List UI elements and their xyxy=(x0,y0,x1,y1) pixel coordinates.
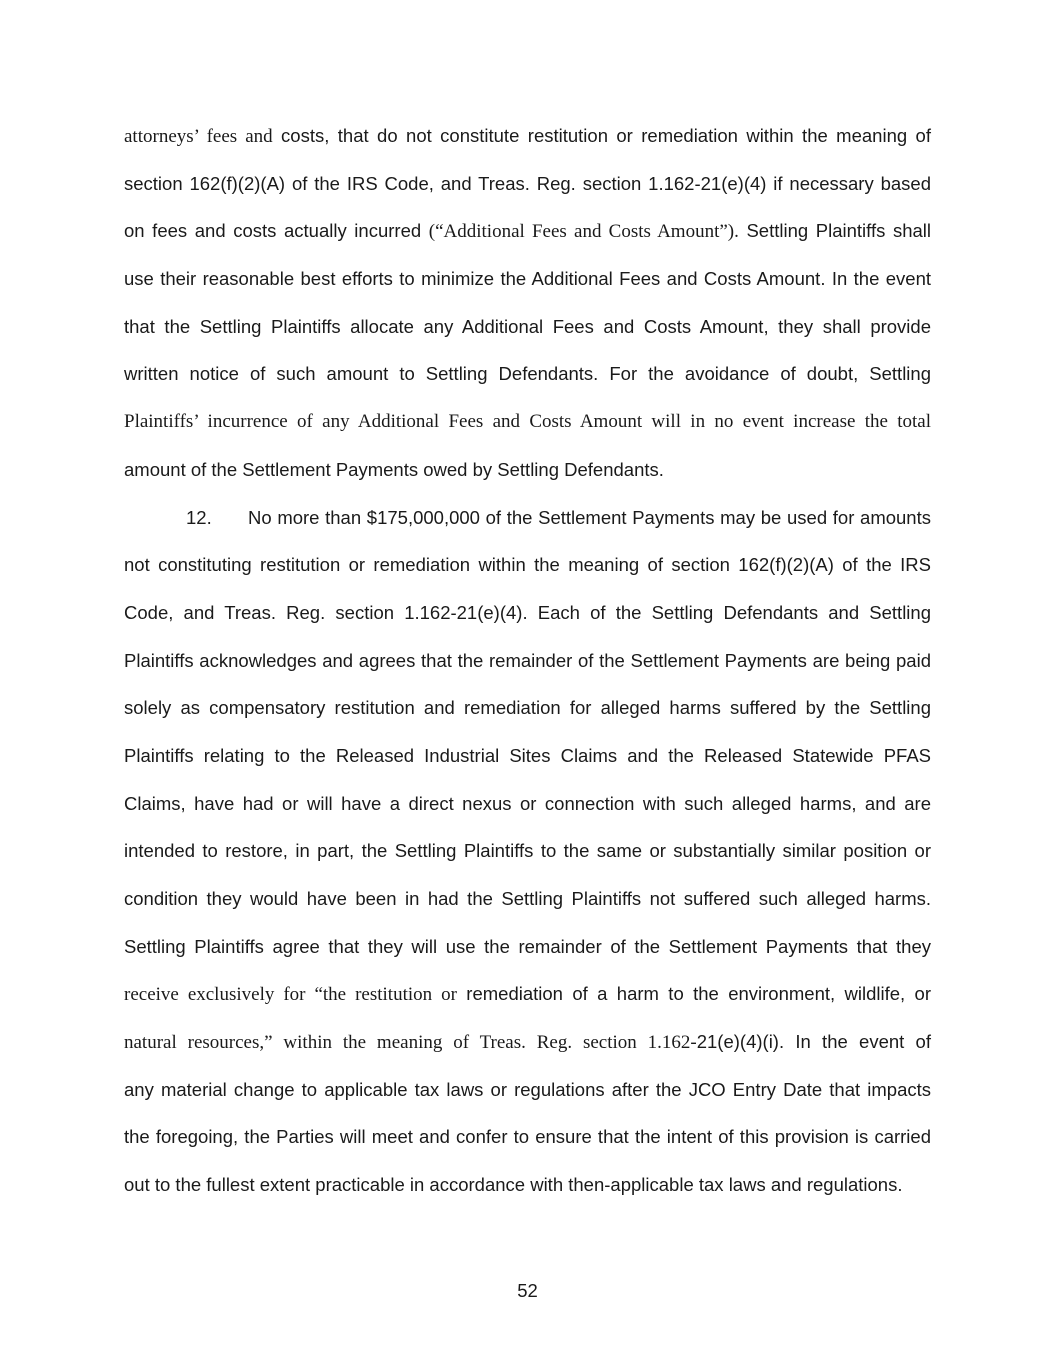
paragraph-2-line-11 xyxy=(124,975,931,1023)
paragraph-number: 12. xyxy=(186,506,212,528)
paragraph-2-line-3: Code, and Treas. Reg. section 1.162-21(e)(4). Each of the Settling Defendants and Settling xyxy=(124,601,931,623)
line-serif-part: (“Additional Fees and Costs Amount”). xyxy=(428,221,739,243)
line-sans-part: on fees and costs actually incurred xyxy=(124,220,429,242)
paragraph-1-line-7: Plaintiffs’ incurrence of any Additional Fees and Costs Amount will in no event increase the total xyxy=(124,411,931,433)
paragraph-2-line-9: condition they would have been in had the Settling Plaintiffs not suffered such alleged harms. xyxy=(124,888,931,909)
paragraph-1-line-8: amount of the Settlement Payments owed by Settling Defendants. xyxy=(124,458,664,480)
paragraph-2-line-2: not constituting restitution or remediation within the meaning of section 162(f)(2)(A) of the IRS xyxy=(124,554,931,576)
paragraph-1-line-3 xyxy=(124,212,931,260)
paragraph-2-line-15: out to the fullest extent practicable in accordance with then-applicable tax laws and regulations. xyxy=(124,1174,903,1196)
line-sans-part-2: Settling Plaintiffs shall xyxy=(738,220,931,242)
paragraph-2-first-line-text: No more than $175,000,000 of the Settlement Payments may be used for amounts xyxy=(248,506,931,528)
paragraph-2-line-4: Plaintiffs acknowledges and agrees that the remainder of the Settlement Payments are being paid xyxy=(124,649,931,671)
paragraph-2-line-13: any material change to applicable tax laws or regulations after the JCO Entry Date that impacts xyxy=(124,1078,931,1100)
line-serif-part: natural resources,” within the meaning of Treas. Reg. section 1.162- xyxy=(124,1032,697,1054)
paragraph-2-line-5: solely as compensatory restitution and remediation for alleged harms suffered by the Settling xyxy=(124,697,931,719)
paragraph-2-line-7: Claims, have had or will have a direct nexus or connection with such alleged harms, and are xyxy=(124,792,931,814)
line-serif-part: receive exclusively for “the restitution or xyxy=(124,984,457,1006)
paragraph-2-line-8: intended to restore, in part, the Settling Plaintiffs to the same or substantially similar position or xyxy=(124,840,931,862)
paragraph-2-line-14: the foregoing, the Parties will meet and confer to ensure that the intent of this provision is carried xyxy=(124,1126,931,1148)
paragraph-1-line-2: section 162(f)(2)(A) of the IRS Code, and Treas. Reg. section 1.162-21(e)(4) if necessary based xyxy=(124,172,931,194)
line-serif-part: attorneys’ fees and xyxy=(124,126,273,147)
line-sans-part: 21(e)(4)(i). In the event of xyxy=(696,1031,931,1053)
paragraph-2-line-10: Settling Plaintiffs agree that they will use the remainder of the Settlement Payments that they xyxy=(124,935,931,957)
paragraph-1-line-4: use their reasonable best efforts to minimize the Additional Fees and Costs Amount. In the event xyxy=(124,268,931,290)
paragraph-2-line-1 xyxy=(124,499,931,547)
body-text xyxy=(124,117,931,1214)
paragraph-1-line-5: that the Settling Plaintiffs allocate any Additional Fees and Costs Amount, they shall provide xyxy=(124,315,931,337)
paragraph-2-line-12 xyxy=(124,1023,931,1071)
paragraph-1-line-1 xyxy=(124,117,931,165)
line-sans-part: remediation of a harm to the environment, wildlife, or xyxy=(456,983,931,1005)
paragraph-1-line-6: written notice of such amount to Settling Defendants. For the avoidance of doubt, Settling xyxy=(124,363,931,385)
page-number: 52 xyxy=(517,1280,538,1301)
line-sans-part: costs, that do not constitute restitution or remediation within the meaning of xyxy=(272,125,931,146)
paragraph-2-line-6: Plaintiffs relating to the Released Industrial Sites Claims and the Released Statewide PFAS xyxy=(124,744,931,766)
